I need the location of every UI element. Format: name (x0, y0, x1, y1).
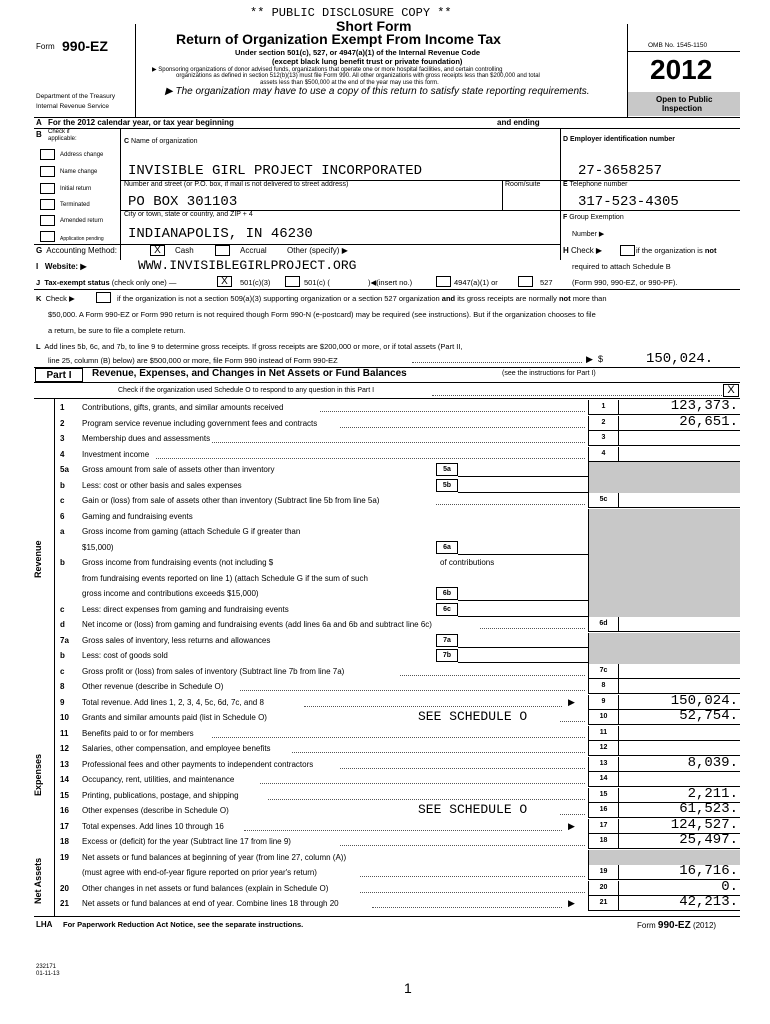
form-title: Return of Organization Exempt From Income Tax (176, 31, 501, 47)
page-number: 1 (404, 980, 412, 996)
state-reporting-note: ▶ The organization may have to use a copy of this return to satisfy state reporting requirements. (165, 86, 590, 97)
part1-line (40, 447, 740, 462)
part1-line (40, 509, 740, 524)
line-number: 7a (60, 635, 69, 645)
line-label: Net income or (loss) from gaming and fundraising events (add lines 6a and 6b and subtract line 6c) (82, 620, 432, 629)
sub-line-field[interactable] (458, 463, 588, 477)
527-label: 527 (540, 278, 553, 287)
line-amount-field[interactable] (618, 754, 740, 772)
cash-label: Cash (175, 246, 194, 255)
line-amount: 2,211. (687, 785, 738, 802)
line-box-number: 8 (588, 679, 618, 694)
line-box-number: 19 (588, 865, 618, 880)
line-amount: 16,716. (679, 863, 738, 879)
line-amount-field[interactable] (618, 726, 740, 741)
line-label: Excess or (deficit) for the year (Subtract line 17 from line 9) (82, 837, 291, 846)
form-code: 232171 (36, 964, 57, 970)
line-label: Professional fees and other payments to independent contractors (82, 759, 314, 769)
line-box-number: 13 (588, 757, 618, 772)
accounting-method-row: G Accounting Method: (36, 246, 117, 255)
line-number: 14 (60, 775, 69, 784)
part1-instructions: (see the instructions for Part I) (502, 370, 596, 377)
line-label: Investment income (82, 449, 150, 459)
line-h-text-2: if the organization is not (636, 246, 717, 255)
line-label: Net assets or fund balances at end of year. Combine lines 18 through 20 (82, 899, 339, 908)
gross-receipts-value: 150,024. (646, 351, 714, 367)
part1-line (40, 850, 740, 865)
tax-year-text: For the 2012 calendar year, or tax year beginning (48, 118, 234, 127)
name-change-label: Name change (60, 169, 98, 175)
line-number: 4 (60, 449, 65, 459)
sub-line-field[interactable] (458, 603, 588, 617)
shaded-cell (588, 509, 740, 525)
name-change-checkbox[interactable] (40, 166, 55, 177)
line-number: b (60, 480, 65, 490)
form-date-code: 01-11-13 (36, 971, 60, 977)
c-other-label: 501(c) ( (304, 278, 330, 287)
total-arrow-icon: ▶ (568, 696, 575, 707)
line-box-number: 17 (588, 819, 618, 834)
part1-line (40, 679, 740, 694)
line-number: 2 (60, 418, 65, 428)
street-address: PO BOX 301103 (128, 194, 238, 210)
line-label: Other changes in net assets or fund balances (explain in Schedule O) (82, 883, 329, 893)
line-number: a (60, 527, 65, 536)
inspection-label: Inspection (662, 104, 703, 113)
ein-value: 27-3658257 (578, 163, 663, 179)
part1-line (40, 555, 740, 570)
527-checkbox[interactable] (518, 276, 533, 287)
line-number: 12 (60, 744, 69, 753)
total-arrow-icon: ▶ (568, 820, 575, 831)
line-amount-field[interactable] (618, 617, 740, 632)
line-label: Program service revenue including government fees and contracts (82, 418, 318, 428)
line-number: 18 (60, 837, 69, 846)
schedule-o-reference: SEE SCHEDULE O (418, 802, 528, 817)
shaded-cell (588, 586, 740, 602)
line-amount: 150,024. (670, 692, 738, 709)
sub-line-box: 6c (436, 603, 458, 616)
check-if-label: Check if (48, 129, 70, 135)
line-k-text-3: $50,000. A Form 990-EZ or Form 990 return is not required though Form 990-N (e-postcard) may be required (see instructions). But if the organization chooses to file (48, 310, 596, 319)
line-number: 8 (60, 682, 65, 691)
line-label: Occupancy, rent, utilities, and maintenance (82, 775, 235, 784)
line-label: Gaming and fundraising events (82, 511, 193, 521)
line-l-text: L Add lines 5b, 6c, and 7b, to line 9 to determine gross receipts. If gross receipts are $200,000 or more, or if total assets (Part II, (36, 342, 463, 351)
sub-line-box: 7a (436, 634, 458, 647)
shaded-cell (588, 478, 740, 494)
line-number: 16 (60, 806, 69, 815)
part1-line (40, 803, 740, 818)
sub-line-box: 5b (436, 479, 458, 492)
paperwork-notice: For Paperwork Reduction Act Notice, see the separate instructions. (63, 920, 304, 929)
group-number-label: Number ▶ (572, 231, 605, 238)
line-box-number: 9 (588, 695, 618, 710)
line-box-number: 4 (588, 447, 618, 462)
schedule-b-checkbox[interactable] (620, 245, 635, 256)
sub-line-field[interactable] (458, 587, 588, 601)
line-a-label: A (36, 118, 42, 127)
line-k-text: K Check ▶ (36, 294, 75, 303)
city-label: City or town, state or country, and ZIP + 4 (124, 211, 253, 218)
address-change-checkbox[interactable] (40, 149, 55, 160)
contributions-label: of contributions (440, 558, 495, 567)
part1-line (40, 834, 740, 849)
line-box-number: 2 (588, 416, 618, 431)
disclosure-banner: ** PUBLIC DISCLOSURE COPY ** (250, 6, 452, 20)
part1-label: Part I (35, 368, 83, 382)
under-section-text: Under section 501(c), 527, or 4947(a)(1) of the Internal Revenue Code (235, 48, 481, 57)
sub-line-box: 5a (436, 463, 458, 476)
line-number: 3 (60, 434, 65, 443)
address-change-label: Address change (60, 152, 104, 158)
line-box-number: 7c (588, 664, 618, 679)
line-box-number: 6d (588, 617, 618, 632)
part1-line (40, 726, 740, 741)
part1-line (40, 772, 740, 787)
part1-line (40, 431, 740, 446)
part1-line (40, 816, 740, 834)
line-amount-field[interactable] (618, 493, 740, 508)
group-exemption-label: F Group Exemption (563, 214, 624, 221)
line-amount-field[interactable] (618, 710, 740, 725)
part1-line (40, 710, 740, 725)
line-amount: 52,754. (679, 708, 738, 724)
line-label: Total revenue. Add lines 1, 2, 3, 4, 5c, 6d, 7c, and 8 (82, 697, 264, 707)
street-label: Number and street (or P.O. box, if mail is not delivered to street address) (124, 181, 349, 188)
shaded-cell (588, 648, 740, 664)
line-amount: 123,373. (670, 398, 738, 414)
form-label: Form (36, 42, 55, 51)
line-amount-field[interactable] (618, 664, 740, 679)
other-method-label: Other (specify) ▶ (287, 246, 348, 255)
part1-line (40, 478, 740, 493)
line-box-number: 21 (588, 896, 618, 911)
org-name: INVISIBLE GIRL PROJECT INCORPORATED (128, 163, 423, 179)
line-label: Gross sales of inventory, less returns and allowances (82, 635, 271, 645)
line-box-number: 15 (588, 788, 618, 803)
line-amount-field[interactable] (618, 834, 740, 849)
line-amount-field[interactable] (618, 447, 740, 462)
line-label: Other revenue (describe in Schedule O) (82, 682, 224, 691)
line-number: 5a (60, 465, 69, 474)
sub-line-box: 6a (436, 541, 458, 554)
initial-return-checkbox[interactable] (40, 183, 55, 194)
sub-line-field[interactable] (458, 541, 588, 555)
total-arrow-icon: ▶ (568, 898, 575, 908)
line-amount: 8,039. (687, 754, 738, 771)
schedule-o-reference: SEE SCHEDULE O (418, 709, 528, 724)
line-label: Gross income from fundraising events (not including $ (82, 558, 274, 567)
line-box-number: 10 (588, 710, 618, 725)
line-number: d (60, 620, 65, 629)
part1-line (40, 896, 740, 911)
line-number: 17 (60, 821, 69, 831)
a1-checkbox[interactable] (436, 276, 451, 287)
line-l-arrow: ▶ $ (586, 354, 603, 364)
line-number: 13 (60, 759, 69, 769)
part1-line (40, 785, 740, 803)
part1-line (40, 413, 740, 431)
line-box-number: 16 (588, 803, 618, 818)
line-label: Gross income from gaming (attach Schedule G if greater than (82, 527, 301, 536)
line-label: Printing, publications, postage, and shipping (82, 790, 239, 800)
line-label: Net assets or fund balances at beginning of year (from line 27, column (A)) (82, 852, 347, 862)
line-number: 11 (60, 728, 69, 738)
line-number: 1 (60, 403, 65, 412)
line-amount: 25,497. (679, 832, 738, 848)
shaded-cell (588, 524, 740, 540)
application-pending-checkbox[interactable] (40, 231, 55, 242)
part1-line (40, 865, 740, 880)
line-number: 10 (60, 713, 69, 722)
a1-label: 4947(a)(1) or (454, 278, 498, 287)
accrual-label: Accrual (240, 246, 267, 255)
line-label: Membership dues and assessments (82, 434, 211, 443)
line-amount-field[interactable] (618, 896, 740, 911)
amended-return-label: Amended return (60, 218, 104, 224)
line-amount: 124,527. (670, 816, 738, 833)
sponsoring-text: ▶ Sponsoring organizations of donor advised funds, organizations that operate one or more hospital facilities, and certain controlling (152, 67, 503, 73)
irs-label: Internal Revenue Service (36, 103, 109, 110)
website-value[interactable]: WWW.INVISIBLEGIRLPROJECT.ORG (138, 258, 357, 273)
part1-line (40, 586, 740, 601)
terminated-label: Terminated (60, 202, 90, 208)
line-number: 6 (60, 511, 65, 521)
sponsoring-text-2: organizations as defined in section 512(b)(13) must file Form 990. All other organizations with gross receipts less than $200,000 and total (176, 73, 540, 79)
line-h-text-4: (Form 990, 990-EZ, or 990-PF). (572, 278, 678, 287)
line-box-number: 1 (588, 400, 618, 415)
line-label: Gain or (loss) from sale of assets other than inventory (Subtract line 5b from line 5a) (82, 496, 380, 505)
line-amount-field[interactable] (618, 413, 740, 431)
line-label: $15,000) (82, 542, 114, 552)
net-assets-side-label: Net Assets (33, 857, 43, 904)
line-k-text-2: if the organization is not a section 509(a)(3) supporting organization or a section 527 organization and its gross receipts are normally not more than (117, 294, 607, 303)
line-number: 21 (60, 899, 69, 908)
shaded-cell (588, 633, 740, 649)
line-number: 19 (60, 852, 69, 862)
line-box-number: 18 (588, 834, 618, 849)
sub-line-box: 6b (436, 587, 458, 600)
part1-line (40, 878, 740, 896)
line-box-number: 11 (588, 726, 618, 741)
expenses-side-label: Expenses (33, 753, 43, 796)
line-amount: 0. (721, 878, 738, 895)
accrual-checkbox[interactable] (215, 245, 230, 256)
line-label: Less: cost or other basis and sales expenses (82, 480, 242, 490)
name-of-org-label: C Name of organization (124, 138, 198, 145)
room-suite-label: Room/suite (505, 181, 541, 188)
insert-no-label: )◀(insert no.) (368, 278, 413, 287)
part1-line (40, 648, 740, 663)
revenue-side-label: Revenue (33, 540, 43, 578)
amended-return-checkbox[interactable] (40, 215, 55, 226)
part1-line (40, 617, 740, 632)
line-box-number: 12 (588, 741, 618, 756)
line-box-number: 5c (588, 493, 618, 508)
line-label: Less: direct expenses from gaming and fundraising events (82, 604, 289, 614)
c3-checkbox[interactable]: X (217, 276, 232, 287)
sub-line-field[interactable] (458, 479, 588, 493)
sub-line-box: 7b (436, 649, 458, 662)
line-amount: 26,651. (679, 413, 738, 430)
part1-line (40, 664, 740, 679)
part1-title: Revenue, Expenses, and Changes in Net Assets or Fund Balances (92, 368, 407, 379)
line-label: Other expenses (describe in Schedule O) (82, 806, 229, 815)
website-label: I Website: ▶ (36, 262, 87, 271)
shaded-cell (588, 555, 740, 571)
line-number: c (60, 496, 65, 505)
terminated-checkbox[interactable] (40, 199, 55, 210)
tax-year: 2012 (650, 54, 713, 85)
sub-line-field[interactable] (458, 634, 588, 648)
line-label: Total expenses. Add lines 10 through 16 (82, 821, 224, 831)
line-number: 15 (60, 790, 69, 800)
part1-line (40, 493, 740, 508)
and-ending-text: and ending (497, 118, 540, 127)
part1-line (40, 741, 740, 756)
c-other-checkbox[interactable] (285, 276, 300, 287)
line-number: c (60, 666, 65, 676)
city-state-zip: INDIANAPOLIS, IN 46230 (128, 226, 313, 242)
part1-line (40, 633, 740, 648)
line-l-text-2: line 25, column (B) below) are $500,000 or more, file Form 990 instead of Form 990-EZ (48, 356, 338, 365)
line-number: c (60, 604, 65, 614)
phone-value: 317-523-4305 (578, 194, 679, 210)
line-k-text-4: a return, be sure to file a complete return. (48, 326, 186, 335)
line-number: 9 (60, 697, 65, 707)
shaded-cell (588, 540, 740, 556)
line-label: Less: cost of goods sold (82, 651, 168, 660)
lha-label: LHA (36, 920, 53, 929)
line-h-text-3: required to attach Schedule B (572, 262, 671, 271)
line-box-number: 14 (588, 772, 618, 787)
dept-treasury: Department of the Treasury (36, 93, 116, 100)
part1-line (40, 692, 740, 710)
line-label: Gross amount from sale of assets other than inventory (82, 465, 275, 474)
application-pending-label: Application pending (60, 236, 104, 242)
line-label: Salaries, other compensation, and employee benefits (82, 744, 271, 753)
schedule-o-check-text: Check if the organization used Schedule O to respond to any question in this Part I (118, 387, 375, 394)
sponsoring-text-3: assets less than $500,000 at the end of the year may use this form. (260, 80, 439, 86)
phone-label: E Telephone number (563, 181, 628, 188)
initial-return-label: Initial return (60, 186, 92, 192)
line-amount-field[interactable] (618, 431, 740, 446)
line-box-number: 3 (588, 431, 618, 446)
line-h-text: H Check ▶ (563, 246, 603, 255)
line-number: 20 (60, 883, 69, 893)
line-b-label: B (36, 130, 42, 139)
line-label: from fundraising events reported on line 1) (attach Schedule G if the sum of such (82, 573, 368, 583)
open-public-label: Open to Public (656, 95, 713, 104)
tax-exempt-status-row: J Tax-exempt status (check only one) — (36, 278, 177, 287)
line-label: gross income and contributions exceeds $15,000) (82, 589, 259, 598)
applicable-label: applicable: (48, 136, 77, 142)
part1-line (40, 400, 740, 415)
line-number: b (60, 558, 65, 567)
line-number: b (60, 651, 65, 660)
omb-number: OMB No. 1545-1150 (648, 42, 708, 49)
sub-line-field[interactable] (458, 649, 588, 663)
part1-line (40, 754, 740, 772)
part1-line (40, 540, 740, 555)
part1-line (40, 462, 740, 477)
ein-label: D Employer identification number (563, 136, 676, 143)
line-label: Benefits paid to or for members (82, 728, 194, 738)
footer-form-label: Form 990-EZ (2012) (637, 920, 717, 931)
part1-line (40, 602, 740, 617)
part1-line (40, 524, 740, 539)
line-box-number: 20 (588, 881, 618, 896)
line-amount: 42,213. (679, 894, 738, 910)
line-label: Contributions, gifts, grants, and similar amounts received (82, 403, 284, 412)
part1-line (40, 571, 740, 586)
schedule-o-checkbox[interactable]: X (723, 384, 739, 397)
shaded-cell (588, 462, 740, 478)
except-text: (except black lung benefit trust or private foundation) (272, 57, 463, 66)
shaded-cell (588, 571, 740, 587)
line-label: Grants and similar amounts paid (list in Schedule O) (82, 713, 267, 722)
shaded-cell (588, 602, 740, 618)
form-number: 990-EZ (62, 38, 108, 54)
line-amount: 61,523. (679, 801, 738, 817)
short-form-label: Short Form (336, 18, 412, 34)
line-k-checkbox[interactable] (96, 292, 111, 303)
cash-checkbox[interactable]: X (150, 245, 165, 256)
line-label: (must agree with end-of-year figure reported on prior year's return) (82, 868, 317, 877)
c3-label: 501(c)(3) (240, 278, 271, 287)
line-label: Gross profit or (loss) from sales of inventory (Subtract line 7b from line 7a) (82, 666, 345, 676)
